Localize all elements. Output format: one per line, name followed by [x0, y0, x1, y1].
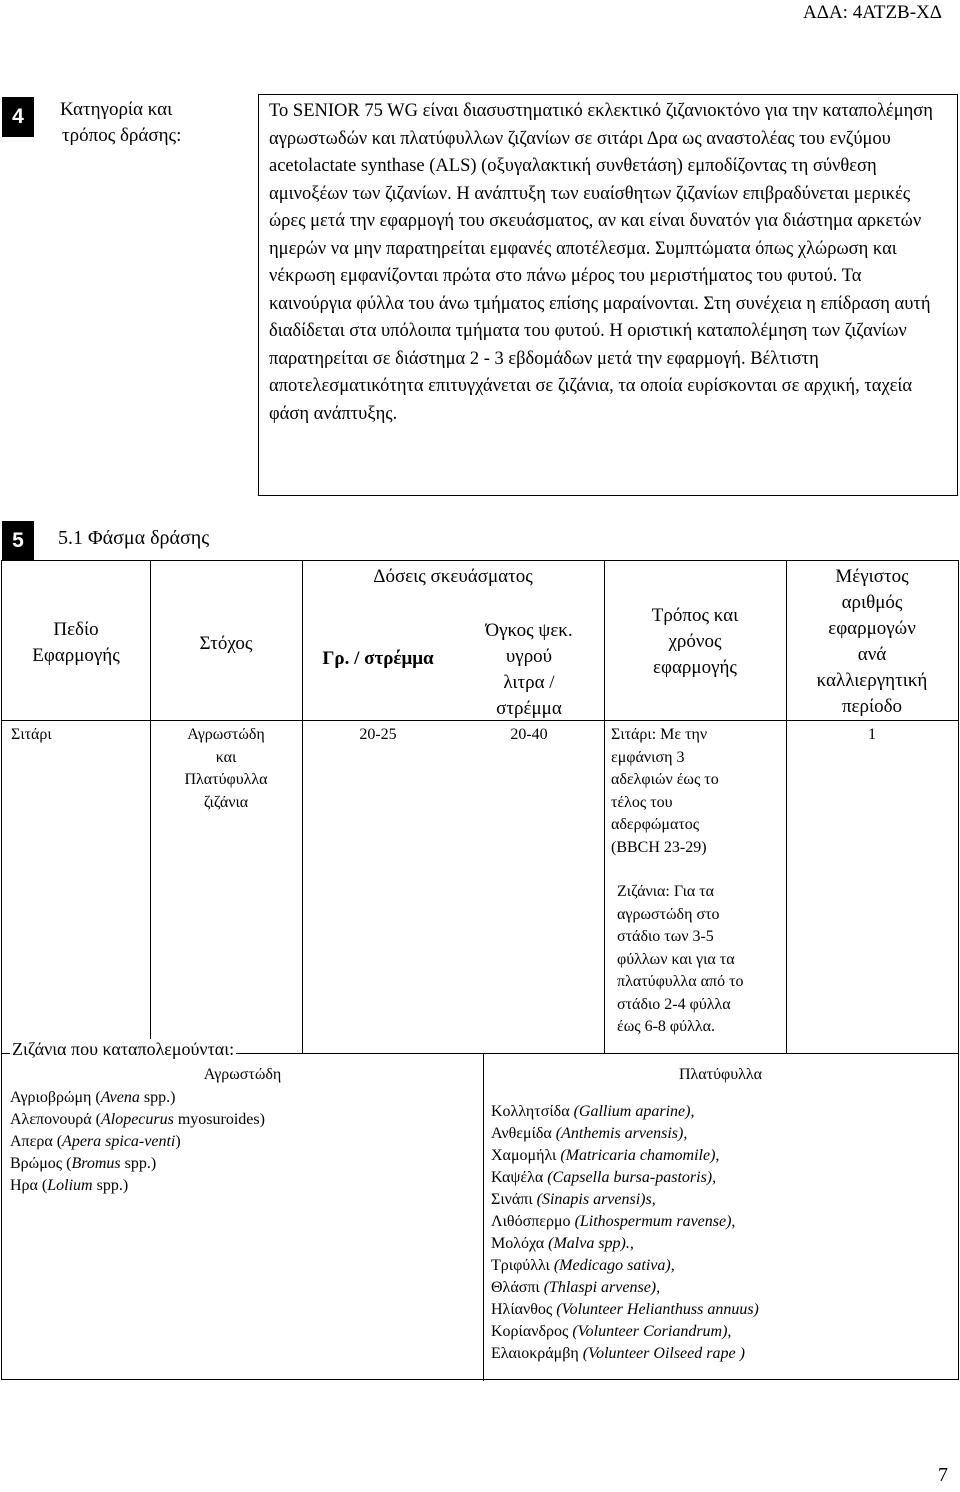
- broadleaf-item: Κολλητσίδα (Gallium aparine),: [491, 1103, 695, 1120]
- method-weeds-line: στάδιο των 3-5: [617, 928, 714, 945]
- grass-item: Αγριοβρώμη (Avena spp.): [10, 1089, 176, 1106]
- section-5-1-title: 5.1 Φάσμα δράσης: [58, 527, 210, 549]
- grid-line: [483, 1053, 484, 1381]
- section-4-label: [60, 97, 250, 149]
- header-method: [604, 603, 786, 681]
- header-max-line: ανά: [857, 644, 887, 665]
- broadleaf-item: Θλάσπι (Thlaspi arvense),: [491, 1279, 661, 1296]
- grasses-title: Αγρωστώδη: [203, 1066, 282, 1083]
- header-max-line: Μέγιστος: [835, 566, 909, 587]
- cell-target-line: και: [215, 748, 237, 766]
- section-4-badge: 4: [2, 97, 34, 137]
- header-grams-per-stremma: Γρ. / στρέμμα: [322, 648, 434, 669]
- header-volume-line: υγρού: [505, 646, 553, 667]
- header-max-line: καλλιεργητική: [816, 670, 928, 691]
- cell-max: 1: [868, 726, 876, 743]
- section-4-description-box: [258, 94, 958, 496]
- cell-grams: 20-25: [359, 726, 397, 743]
- broadleaf-item: Καψέλα (Capsella bursa-pastoris),: [491, 1169, 717, 1186]
- broadleaf-item: Ηλίανθος (Volunteer Helianthuss annuus): [491, 1301, 759, 1318]
- method-weeds-line: Ζιζάνια: Για τα: [617, 883, 715, 900]
- cell-target-line: Πλατύφυλλα: [184, 771, 268, 788]
- grass-item: Αλεπονουρά (Alopecurus myosuroides): [10, 1111, 265, 1128]
- cell-method-crop: [611, 724, 719, 859]
- broadleaf-item: Τριφύλλι (Medicago sativa),: [491, 1257, 675, 1274]
- method-crop-line: Σιτάρι: Με την: [611, 726, 708, 743]
- cell-method-weeds: [617, 881, 744, 1039]
- header-max-line: αριθμός: [841, 592, 903, 613]
- grass-item: Βρώμος (Bromus spp.): [10, 1155, 157, 1172]
- broadleaf-title: Πλατύφυλλα: [678, 1066, 763, 1083]
- broadleaf-item: Ελαιοκράμβη (Volunteer Oilseed rape ): [491, 1345, 745, 1362]
- header-max-line: εφαρμογών: [828, 618, 916, 639]
- header-max-line: περίοδο: [841, 696, 903, 717]
- method-crop-line: εμφάνιση 3: [611, 748, 685, 766]
- header-field: [2, 617, 150, 669]
- header-volume-line: στρέμμα: [496, 698, 562, 719]
- header-target: Στόχος: [199, 633, 253, 654]
- broadleaf-item: Λιθόσπερμο (Lithospermum ravense),: [491, 1213, 736, 1230]
- method-crop-line: τέλος του: [611, 793, 673, 811]
- cell-target-line: ζιζάνια: [203, 793, 249, 811]
- header-method-line: εφαρμογής: [653, 657, 737, 678]
- broadleaf-item: Κορίανδρος (Volunteer Coriandrum),: [491, 1323, 732, 1340]
- cell-target-line: Αγρωστώδη: [187, 726, 265, 743]
- method-weeds-line: πλατύφυλλα από το: [617, 973, 744, 990]
- section-4-label-line: τρόπος δράσης:: [62, 125, 182, 146]
- broadleaf-item: Ανθεμίδα (Anthemis arvensis),: [491, 1125, 688, 1142]
- header-method-line: χρόνος: [668, 631, 722, 652]
- grasses-list: [10, 1087, 265, 1197]
- ada-code: ΑΔΑ: 4ΑΤΖΒ-ΧΔ: [803, 2, 942, 23]
- section-4-label-line: Κατηγορία και: [60, 99, 173, 120]
- method-weeds-line: αγρωστώδη στο: [617, 905, 720, 923]
- header-field-line: Πεδίο: [53, 619, 99, 640]
- section-4-description: Το SENIOR 75 WG είναι διασυστηματικό εκλεκτικό ζιζανιοκτόνο για την καταπολέμηση αγρωστωδών και πλατύφυλλων ζιζανίων σε σιτάρι Δρα ως αναστολέας του ενζύμου acetolactate synthase (ALS) (οξυγαλακτική συνθετάση) εμποδίζοντας τη σύνθεση αμινοξέων των ζιζανίων. Η ανάπτυξη των ευαίσθητων ζιζανίων επιβραδύνεται μερικές ώρες μετά την εφαρμογή του σκευάσματος, αν και είναι δυνατόν για διάστημα αρκετών ημερών να μην παρατηρείται εμφανές αποτέλεσμα. Συμπτώματα όπως χλώρωση και νέκρωση εμφανίζονται πρώτα στο πάνω μέρος του μεριστήματος του φυτού. Τα καινούργια φύλλα του άνω τμήματος επίσης μαραίνονται. Στη συνέχεια η επίδραση αυτή διαδίδεται στα υπόλοιπα τμήματα του φυτού. Η οριστική καταπολέμηση των ζιζανίων παρατηρείται σε διάστημα 2 - 3 εβδομάδων μετά την εφαρμογή. Βέλτιστη αποτελεσματικότητα επιτυγχάνεται σε ζιζάνια, τα οποία ευρίσκονται σε αρχική, ταχεία φάση ανάπτυξης.: [269, 101, 933, 424]
- header-method-line: Τρόπος και: [651, 605, 739, 626]
- header-spray-volume: [454, 618, 604, 722]
- header-field-line: Εφαρμογής: [32, 645, 120, 666]
- header-doses: Δόσεις σκευάσματος: [373, 566, 533, 587]
- method-weeds-line: φύλλων και για τα: [617, 950, 735, 968]
- method-weeds-line: στάδιο 2-4 φύλλα: [617, 995, 731, 1013]
- weeds-title: Ζιζάνια που καταπολεμούνται:: [12, 1039, 235, 1059]
- cell-volume: 20-40: [510, 726, 548, 743]
- broadleaf-list: [491, 1101, 759, 1365]
- header-volume-line: Όγκος ψεκ.: [485, 620, 573, 641]
- grid-line: [302, 561, 303, 1053]
- broadleaf-item: Χαμομήλι (Matricaria chamomile),: [491, 1147, 720, 1164]
- broadleaf-item: Μολόχα (Malva spp).,: [491, 1235, 634, 1252]
- header-volume-line: λιτρα /: [503, 672, 555, 693]
- header-max-applications: [786, 564, 958, 720]
- page-number: 7: [938, 1464, 948, 1486]
- method-weeds-line: έως 6-8 φύλλα.: [617, 1018, 715, 1035]
- method-crop-line: (BBCH 23-29): [611, 838, 707, 856]
- spectrum-table: [1, 560, 959, 1380]
- cell-target: [150, 724, 302, 814]
- grass-item: Απερα (Apera spica-venti): [10, 1133, 181, 1150]
- method-crop-line: αδερφώματος: [611, 816, 700, 833]
- broadleaf-item: Σινάπι (Sinapis arvensi)s,: [491, 1191, 656, 1208]
- cell-crop: Σιτάρι: [11, 726, 52, 743]
- method-crop-line: αδελφιών έως το: [611, 771, 719, 788]
- grass-item: Ηρα (Lolium spp.): [10, 1177, 129, 1194]
- section-5-badge: 5: [2, 521, 34, 561]
